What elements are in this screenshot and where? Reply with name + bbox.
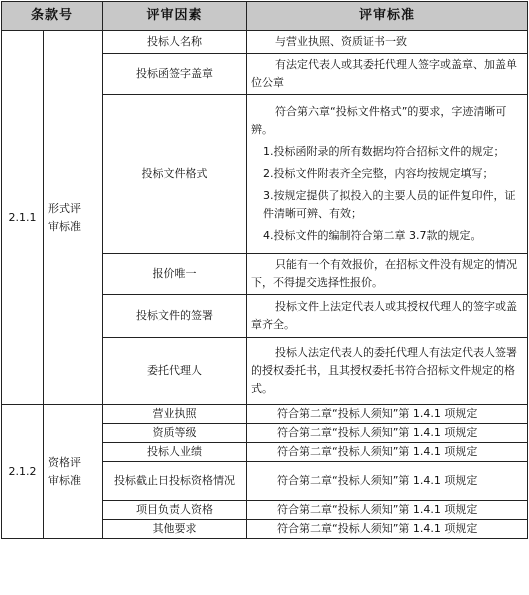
review-factor: 资质等级: [103, 424, 247, 443]
review-standard: 符合第二章“投标人须知”第 1.4.1 项规定: [247, 501, 528, 520]
review-criteria-table: [1, 1, 528, 539]
review-factor: 投标文件的签署: [103, 295, 247, 338]
review-standard: 符合第二章“投标人须知”第 1.4.1 项规定: [247, 405, 528, 424]
category-label-line1: 资格评: [48, 455, 81, 469]
standard-item: 3.按规定提供了拟投入的主要人员的证件复印件，证件清晰可辨、有效；: [263, 189, 516, 220]
standard-text: 与营业执照、资质证书一致: [275, 35, 408, 48]
review-standard: 符合第二章“投标人须知”第 1.4.1 项规定: [247, 462, 528, 501]
review-standard: [247, 338, 528, 405]
review-standard: [247, 295, 528, 338]
table-header-row: [2, 2, 528, 31]
review-factor: 投标文件格式: [103, 95, 247, 254]
review-factor: 投标函签字盖章: [103, 54, 247, 95]
standard-text: 符合第六章“投标文件格式”的要求，字迹清晰可辨。: [251, 105, 507, 136]
review-standard: [247, 95, 528, 254]
review-standard: [247, 54, 528, 95]
header-clause-no: 条款号: [2, 2, 103, 31]
review-standard: 符合第二章“投标人须知”第 1.4.1 项规定: [247, 520, 528, 539]
standard-text: 投标人法定代表人的委托代理人有法定代表人签署的授权委托书，且其授权委托书符合招标文件规定的格式。: [251, 346, 518, 395]
clause-number: 2.1.1: [2, 31, 44, 405]
review-factor: 投标截止日投标资格情况: [103, 462, 247, 501]
standard-item: 4.投标文件的编制符合第二章 3.7款的规定。: [263, 229, 482, 242]
standard-text: 有法定代表人或其委托代理人签字或盖章、加盖单位公章: [251, 58, 518, 89]
review-standard: [247, 254, 528, 295]
review-factor: 报价唯一: [103, 254, 247, 295]
category-cell: [44, 405, 103, 539]
category-label-line2: 审标准: [48, 219, 81, 233]
clause-number: 2.1.2: [2, 405, 44, 539]
header-review-factor: 评审因素: [103, 2, 247, 31]
standard-text: 投标文件上法定代表人或其授权代理人的签字或盖章齐全。: [251, 300, 518, 331]
table-row: [2, 405, 528, 424]
review-factor: 项目负责人资格: [103, 501, 247, 520]
review-standard: [247, 31, 528, 54]
category-cell: [44, 31, 103, 405]
category-label-line2: 审标准: [48, 473, 81, 487]
standard-text: 只能有一个有效报价，在招标文件没有规定的情况下，不得提交选择性报价。: [251, 258, 518, 289]
review-factor: 营业执照: [103, 405, 247, 424]
review-standard: 符合第二章“投标人须知”第 1.4.1 项规定: [247, 443, 528, 462]
review-factor: 投标人名称: [103, 31, 247, 54]
category-label-line1: 形式评: [48, 201, 81, 215]
table-row: [2, 31, 528, 54]
header-review-standard: 评审标准: [247, 2, 528, 31]
standard-item: 1.投标函附录的所有数据均符合招标文件的规定；: [263, 145, 505, 158]
review-factor: 其他要求: [103, 520, 247, 539]
review-factor: 委托代理人: [103, 338, 247, 405]
review-factor: 投标人业绩: [103, 443, 247, 462]
review-standard: 符合第二章“投标人须知”第 1.4.1 项规定: [247, 424, 528, 443]
standard-item: 2.投标文件附表齐全完整，内容均按规定填写；: [263, 167, 494, 180]
